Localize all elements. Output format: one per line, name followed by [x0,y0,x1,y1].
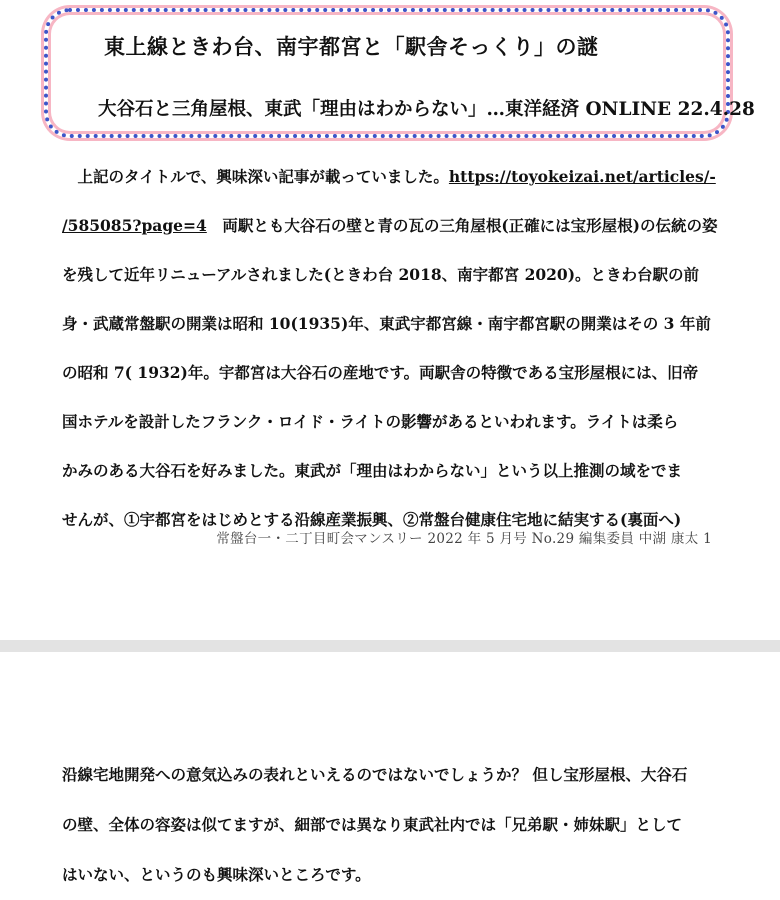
article-link[interactable]: https://toyokeizai.net/articles/- [448,167,716,186]
body-paragraph [62,152,717,544]
body-line-text: 上記のタイトルで、興味深い記事が載っていました。 [77,167,449,186]
body-paragraph-continued [62,750,717,900]
page-footer: 常盤台一・二丁目町会マンスリー 2022 年 5 月号 No.29 編集委員 中湖 康太 1 [216,531,712,547]
document-page-2 [0,652,780,892]
article-title: 東上線ときわ台、南宇都宮と「駅舎そっくり」の謎 [104,34,599,59]
body-line: 沿線宅地開発への意気込みの表れといえるのではないでしょうか？ 但し宝形屋根、大谷石 [62,765,688,784]
body-line: の壁、全体の容姿は似てますが、細部では異なり東武社内では「兄弟駅・姉妹駅」として [62,815,683,834]
body-line: かみのある大谷石を好みました。東武が「理由はわからない」という以上推測の域をでま [62,461,683,480]
body-line [62,152,717,201]
body-line: の昭和 7( 1932)年。宇都宮は大谷石の産地です。両駅舎の特徴である宝形屋根には、旧帝 [62,363,699,382]
body-line-text: 両駅とも大谷石の壁と青の瓦の三角屋根(正確には宝形屋根)の伝統の姿 [222,216,718,235]
body-line [62,201,717,250]
article-link-continued[interactable]: /585085?page=4 [62,216,207,235]
body-line: せんが、①宇都宮をはじめとする沿線産業振興、②常盤台健康住宅地に結実する(裏面へ) [62,510,682,529]
page-divider [0,640,780,652]
body-line: を残して近年リニューアルされました(ときわ台 2018、南宇都宮 2020)。ときわ台駅の前 [62,265,700,284]
body-line: 国ホテルを設計したフランク・ロイド・ライトの影響があるといわれます。ライトは柔ら [62,412,679,431]
article-subtitle: 大谷石と三角屋根、東武「理由はわからない」…東洋経済 ONLINE 22.4.28 [98,99,755,120]
body-line: 身・武蔵常盤駅の開業は昭和 10(1935)年、東武宇都宮線・南宇都宮駅の開業はその 3 年前 [62,314,711,333]
body-line: はいない、というのも興味深いところです。 [62,865,371,884]
